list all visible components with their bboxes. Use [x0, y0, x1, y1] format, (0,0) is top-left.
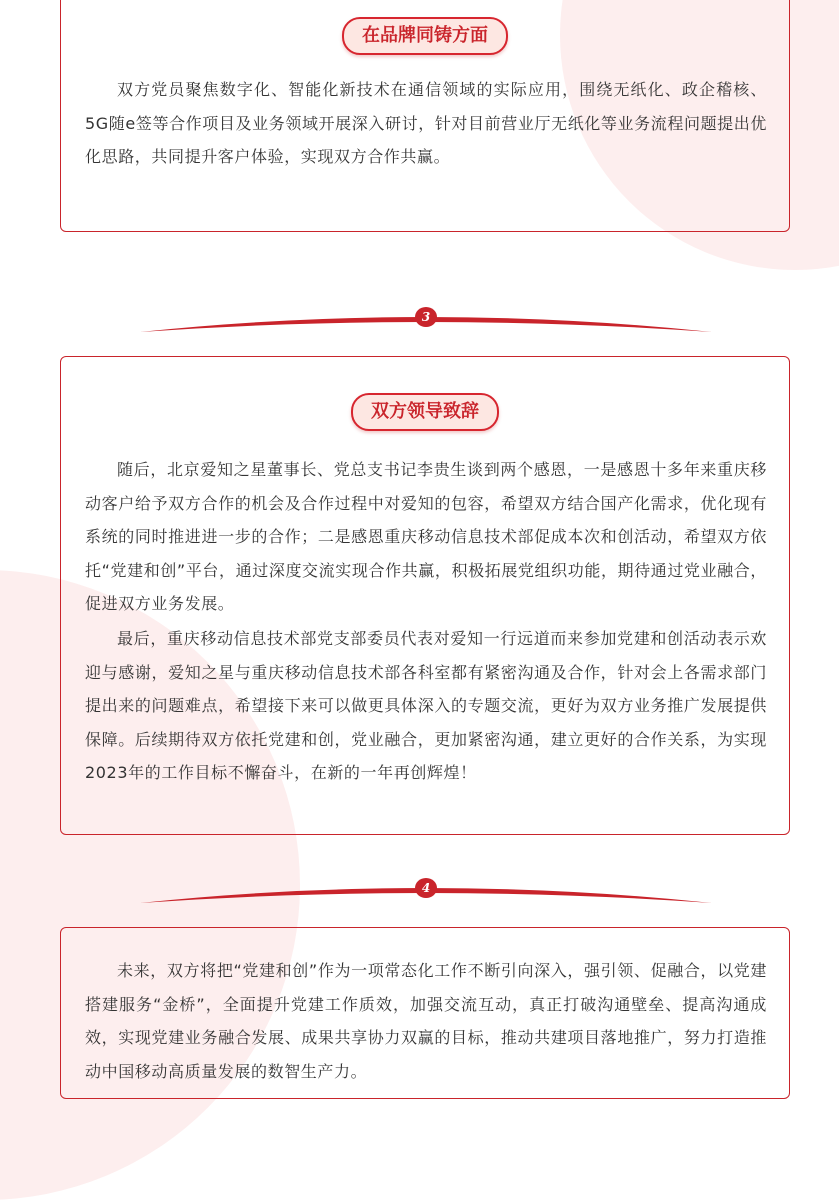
- section-card-future: [60, 927, 790, 1099]
- section-number-badge: 3: [415, 307, 437, 327]
- section-title: 在品牌同铸方面: [342, 17, 508, 55]
- section-paragraph: 双方党员聚焦数字化、智能化新技术在通信领域的实际应用，围绕无纸化、政企稽核、5G随e签等合作项目及业务领域开展深入研讨，针对目前营业厅无纸化等业务流程问题提出优化思路，共同提升客户体验，实现双方合作共赢。: [85, 80, 767, 166]
- section-divider-4: [140, 873, 712, 903]
- section-card-brand: [60, 0, 790, 232]
- section-paragraph: 随后，北京爱知之星董事长、党总支书记李贵生谈到两个感恩，一是感恩十多年来重庆移动客户给予双方合作的机会及合作过程中对爱知的包容，希望双方结合国产化需求，优化现有系统的同时推进进一步的合作；二是感恩重庆移动信息技术部促成本次和创活动，希望双方依托“党建和创”平台，通过深度交流实现合作共赢，积极拓展党组织功能，期待通过党业融合，促进双方业务发展。: [85, 460, 767, 613]
- section-paragraph: 最后，重庆移动信息技术部党支部委员代表对爱知一行远道而来参加党建和创活动表示欢迎与感谢，爱知之星与重庆移动信息技术部各科室都有紧密沟通及合作，针对会上各需求部门提出来的问题难点，希望接下来可以做更具体深入的专题交流，更好为双方业务推广发展提供保障。后续期待双方依托党建和创，党业融合，更加紧密沟通，建立更好的合作关系，为实现2023年的工作目标不懈奋斗，在新的一年再创辉煌！: [85, 629, 767, 782]
- section-card-leaders-speech: [60, 356, 790, 835]
- section-divider-3: [140, 302, 712, 332]
- section-paragraph: 未来，双方将把“党建和创”作为一项常态化工作不断引向深入，强引领、促融合，以党建搭建服务“金桥”，全面提升党建工作质效，加强交流互动，真正打破沟通壁垒、提高沟通成效，实现党建业务融合发展、成果共享协力双赢的目标，推动共建项目落地推广，努力打造推动中国移动高质量发展的数智生产力。: [85, 961, 767, 1081]
- section-number-badge: 4: [415, 878, 437, 898]
- section-title: 双方领导致辞: [351, 393, 499, 431]
